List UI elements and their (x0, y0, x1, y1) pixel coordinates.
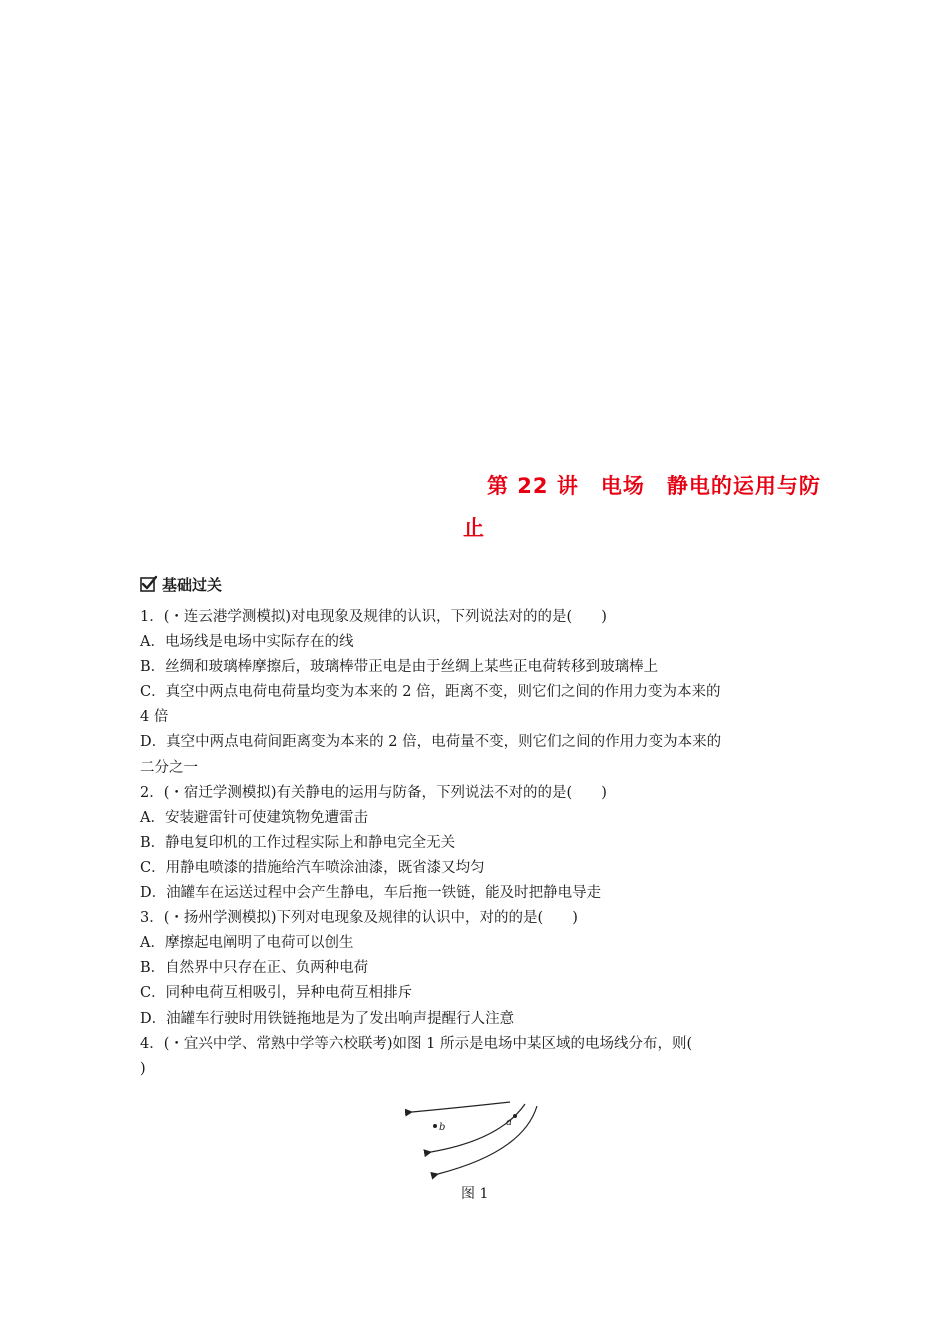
text-line: 2．(・宿迁学测模拟)有关静电的运用与防备，下列说法不对的的是( ) (140, 784, 607, 801)
text-line: D．油罐车行驶时用铁链拖地是为了发出响声提醒行人注意 (140, 1010, 515, 1027)
text-line: C．真空中两点电荷电荷量均变为本来的 2 倍，距离不变，则它们之间的作用力变为本来的 (140, 684, 721, 701)
text-line: 4 倍 (140, 709, 169, 726)
section-header (140, 573, 222, 595)
text-line: C．同种电荷互相吸引，异种电荷互相排斥 (140, 985, 413, 1002)
text-line: D．真空中两点电荷间距离变为本来的 2 倍，电荷量不变，则它们之间的作用力变为本来的 (140, 734, 722, 751)
text-line: 二分之一 (140, 759, 198, 776)
text-line: C．用静电喷漆的措施给汽车喷涂油漆，既省漆又均匀 (140, 859, 485, 876)
text-line: 3．(・扬州学测模拟)下列对电现象及规律的认识中，对的的是( ) (140, 910, 578, 927)
field-line (412, 1102, 510, 1112)
text-line: A．摩擦起电阐明了电荷可以创生 (140, 935, 354, 952)
text-line: A．安装避雷针可使建筑物免遭雷击 (140, 809, 368, 826)
field-line (438, 1106, 537, 1174)
text-line: 4．(・宜兴中学、常熟中学等六校联考)如图 1 所示是电场中某区域的电场线分布，则( (140, 1035, 693, 1052)
text-line: B．丝绸和玻璃棒摩擦后，玻璃棒带正电是由于丝绸上某些正电荷转移到玻璃棒上 (140, 659, 659, 676)
point-b (433, 1124, 437, 1128)
point-a (513, 1114, 517, 1118)
text-line: A．电场线是电场中实际存在的线 (140, 634, 354, 651)
figure-caption: 图 1 (461, 1186, 489, 1202)
label-a: a (506, 1117, 512, 1128)
label-b: b (439, 1122, 446, 1133)
title-line-1: 第 22 讲 电场 静电的运用与防 (487, 474, 821, 498)
text-line: D．油罐车在运送过程中会产生静电，车后拖一铁链，能及时把静电导走 (140, 885, 602, 902)
title-line-2: 止 (463, 516, 484, 540)
section-label: 基础过关 (162, 575, 223, 594)
text-line: B．静电复印机的工作过程实际上和静电完全无关 (140, 834, 456, 851)
question-list (140, 605, 812, 1082)
text-line: 1．(・连云港学测模拟)对电现象及规律的认识，下列说法对的的是( ) (140, 609, 607, 625)
text-line: ) (140, 1060, 146, 1077)
electric-field-figure (405, 1100, 545, 1180)
checkbox-checked-icon (140, 575, 158, 593)
text-line: B．自然界中只存在正、负两种电荷 (140, 960, 369, 977)
